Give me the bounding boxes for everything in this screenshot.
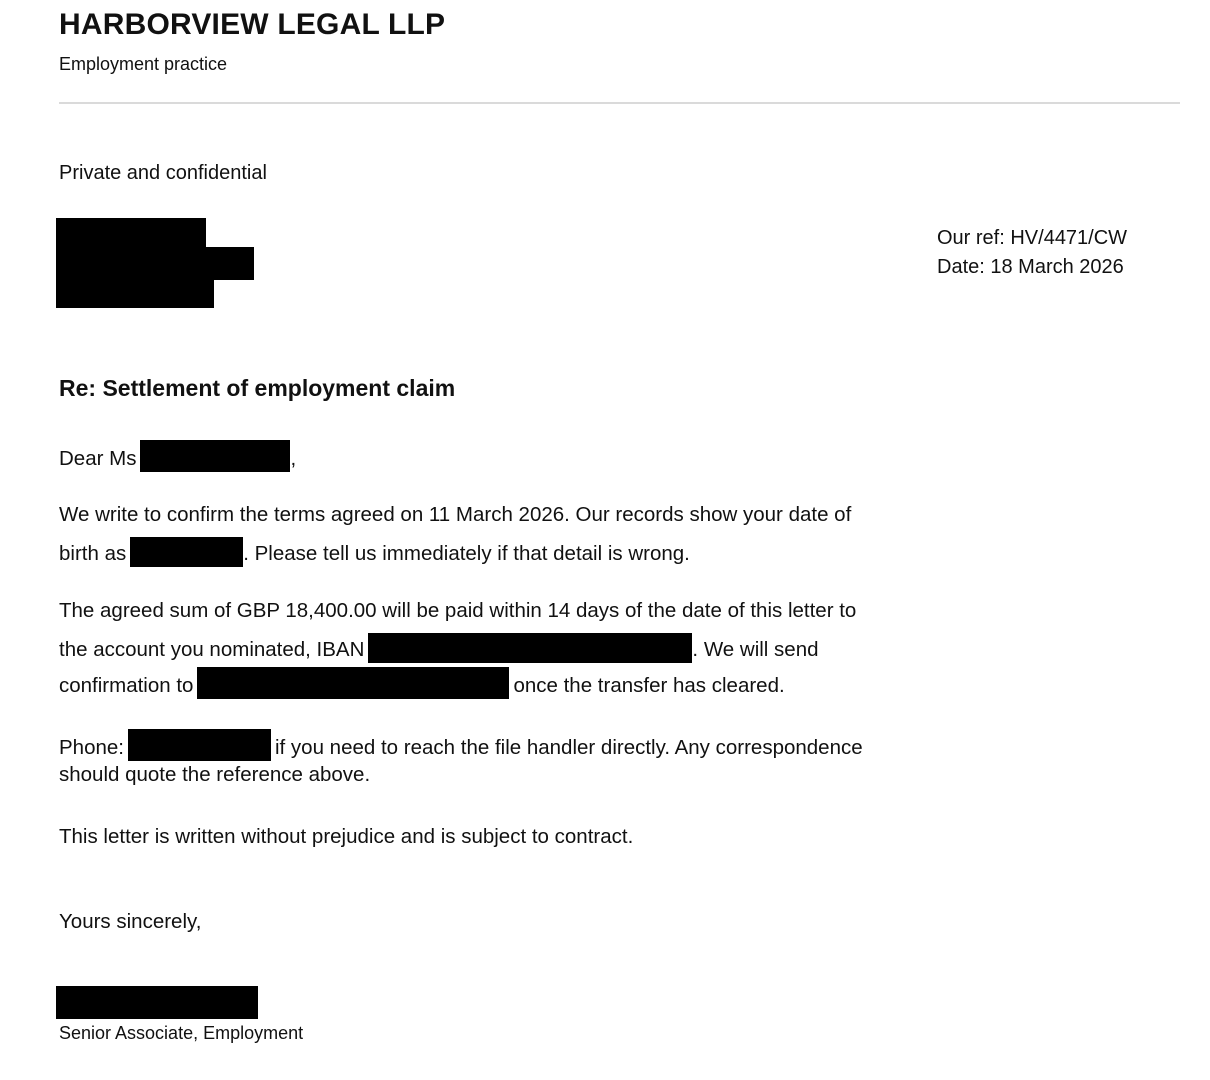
redacted-recipient-name xyxy=(140,440,290,472)
letter-subject: Re: Settlement of employment claim xyxy=(59,375,456,401)
salutation-suffix: , xyxy=(290,447,297,470)
paragraph-3-line-2: should quote the reference above. xyxy=(59,763,371,786)
paragraph-3-line-1 xyxy=(59,729,863,761)
paragraph-4-line-1: This letter is written without prejudice and is subject to contract. xyxy=(59,825,634,848)
letter-date: Date: 18 March 2026 xyxy=(937,256,1124,278)
p1-text-b: . Please tell us immediately if that detail is wrong. xyxy=(243,542,690,565)
salutation xyxy=(59,440,296,472)
salutation-prefix: Dear Ms xyxy=(59,447,137,470)
confidential-label: Private and confidential xyxy=(59,162,267,184)
p1-text-a: birth as xyxy=(59,542,127,565)
firm-name: HARBORVIEW LEGAL LLP xyxy=(59,8,446,41)
p3-text-b: if you need to reach the file handler directly. Any correspondence xyxy=(274,736,863,759)
redacted-address-line-1 xyxy=(56,218,206,248)
paragraph-2-line-2 xyxy=(59,633,819,663)
redacted-email xyxy=(197,667,509,699)
closing: Yours sincerely, xyxy=(59,910,202,933)
redacted-signatory-name xyxy=(56,986,258,1019)
paragraph-2-line-1: The agreed sum of GBP 18,400.00 will be paid within 14 days of the date of this letter to xyxy=(59,599,857,622)
redacted-phone xyxy=(128,729,271,761)
redacted-address-line-2 xyxy=(56,247,254,280)
redacted-iban xyxy=(368,633,692,663)
reference-block xyxy=(937,224,1127,282)
paragraph-1-line-1: We write to confirm the terms agreed on 11 March 2026. Our records show your date of xyxy=(59,503,852,526)
paragraph-1-line-2 xyxy=(59,537,690,567)
p2-text-a: the account you nominated, IBAN xyxy=(59,638,365,661)
firm-practice: Employment practice xyxy=(59,54,228,74)
signatory-title: Senior Associate, Employment xyxy=(59,1023,304,1043)
p2-text-d: once the transfer has cleared. xyxy=(513,674,785,697)
our-reference: Our ref: HV/4471/CW xyxy=(937,227,1128,249)
paragraph-2-line-3 xyxy=(59,667,785,699)
redacted-date-of-birth xyxy=(130,537,243,567)
p3-text-a: Phone: xyxy=(59,736,124,759)
letterhead-divider xyxy=(59,102,1180,104)
p2-text-b: . We will send xyxy=(692,638,819,661)
redacted-address-line-3 xyxy=(56,279,214,308)
p2-text-c: confirmation to xyxy=(59,674,194,697)
